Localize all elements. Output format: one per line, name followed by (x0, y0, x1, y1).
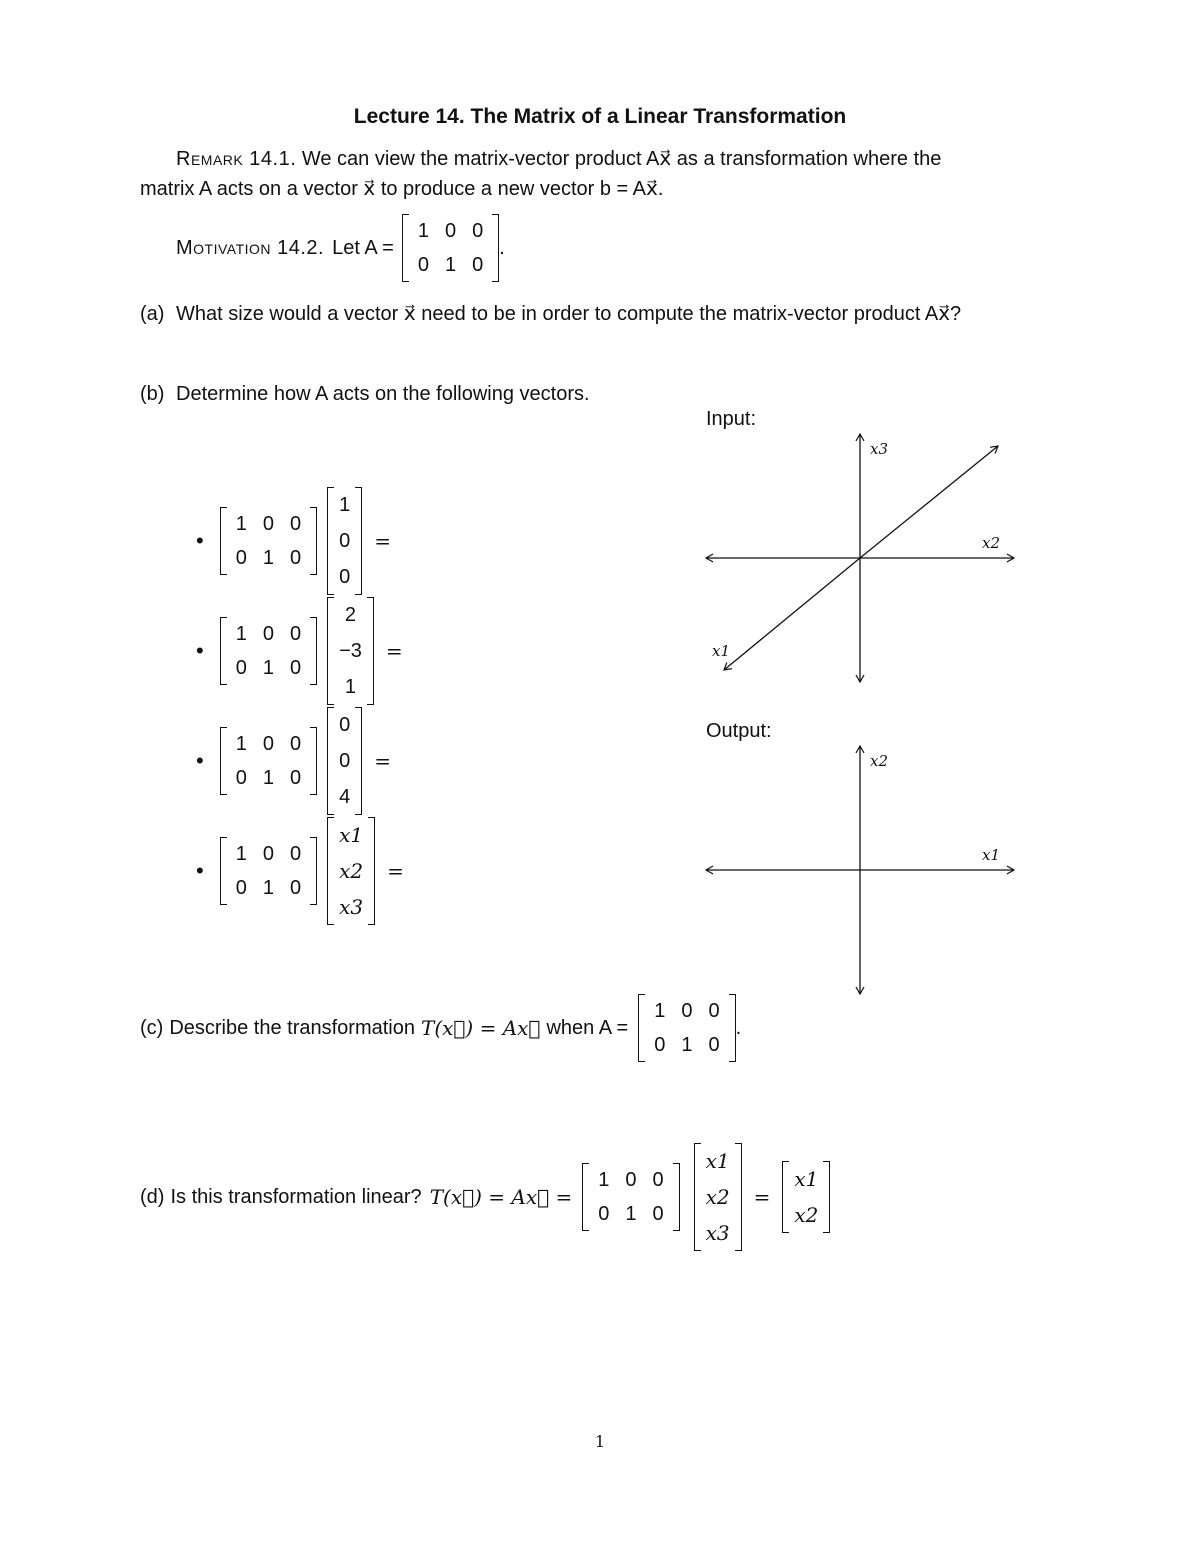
output-graph-label: Output: (706, 720, 772, 742)
matrix-a: 1 0 0 0 1 0 (220, 617, 317, 685)
x1-axis-label: x1 (712, 642, 731, 660)
part-b-label: (b) (140, 383, 165, 405)
input-vector: 2 −3 1 (327, 597, 374, 705)
bullet: • (196, 858, 204, 883)
input-vector: x1 x2 x3 (327, 817, 375, 925)
part-c (140, 994, 741, 1062)
x3-axis-label: x3 (870, 440, 889, 458)
part-c-period: . (735, 1016, 742, 1039)
page-title: Lecture 14. The Matrix of a Linear Transformation (353, 105, 847, 128)
part-d-formula: T(x⃗) = Ax⃗ = (429, 1185, 573, 1209)
output-x2-axis-label: x2 (870, 752, 889, 770)
x2-axis-label: x2 (982, 534, 1001, 552)
output-x1-axis-label: x1 (982, 846, 1001, 864)
remark-text-1: We can view the matrix-vector product Ax⃗ as a transformation where the (301, 148, 942, 170)
x1-axis-negative (860, 446, 1001, 558)
input-vector: 1 0 0 (327, 487, 362, 595)
product-list (196, 486, 416, 926)
output-axes-diagram (700, 742, 1030, 1002)
equals-sign: = (374, 749, 391, 773)
part-a (140, 301, 961, 326)
part-c-formula: T(x⃗) = Ax⃗ (421, 1016, 541, 1040)
part-a-text: What size would a vector x⃗ need to be in order to compute the matrix-vector product Ax⃗? (176, 303, 962, 325)
matrix-a: 1 0 0 0 1 0 (220, 507, 317, 575)
bullet: • (196, 638, 204, 663)
part-a-label: (a) (140, 303, 165, 325)
bullet: • (196, 748, 204, 773)
part-c-text-2: when A = (546, 1016, 629, 1039)
equals-sign: = (387, 859, 404, 883)
motivation-label: Motivation 14.2. (176, 236, 325, 259)
page-number: 1 (594, 1432, 606, 1451)
product-item (196, 816, 416, 926)
motivation (176, 214, 505, 282)
product-item (196, 486, 416, 596)
motivation-matrix: 1 0 0 0 1 0 (402, 214, 499, 282)
product-item (196, 596, 416, 706)
equals-sign: = (753, 1185, 771, 1209)
part-d-vector: x1 x2 x3 (694, 1143, 742, 1251)
remark-line-2: matrix A acts on a vector x⃗ to produce a new vector b = Ax⃗. (140, 178, 664, 200)
part-d (140, 1145, 830, 1249)
input-axes-diagram (700, 430, 1030, 690)
matrix-a: 1 0 0 0 1 0 (220, 837, 317, 905)
input-graph-label: Input: (706, 408, 757, 430)
part-d-matrix: 1 0 0 0 1 0 (582, 1163, 679, 1231)
motivation-text: Let A = (332, 236, 394, 259)
part-d-result-vector: x1 x2 (782, 1161, 830, 1233)
part-c-matrix: 1 0 0 0 1 0 (638, 994, 735, 1062)
part-d-label: (d) (140, 1185, 165, 1208)
product-item (196, 706, 416, 816)
equals-sign: = (385, 639, 403, 663)
x1-axis (724, 558, 860, 670)
part-d-text: Is this transformation linear? (170, 1185, 422, 1208)
part-b-text: Determine how A acts on the following vectors. (176, 383, 590, 405)
input-vector: 0 0 4 (327, 707, 362, 815)
equals-sign: = (374, 529, 391, 553)
remark-label: Remark 14.1. (176, 148, 297, 170)
motivation-period: . (499, 236, 505, 259)
matrix-a: 1 0 0 0 1 0 (220, 727, 317, 795)
part-c-label: (c) (140, 1016, 164, 1039)
part-c-text: Describe the transformation (169, 1016, 415, 1039)
bullet: • (196, 528, 204, 553)
remark-line-1 (176, 146, 941, 171)
part-b (140, 383, 590, 406)
